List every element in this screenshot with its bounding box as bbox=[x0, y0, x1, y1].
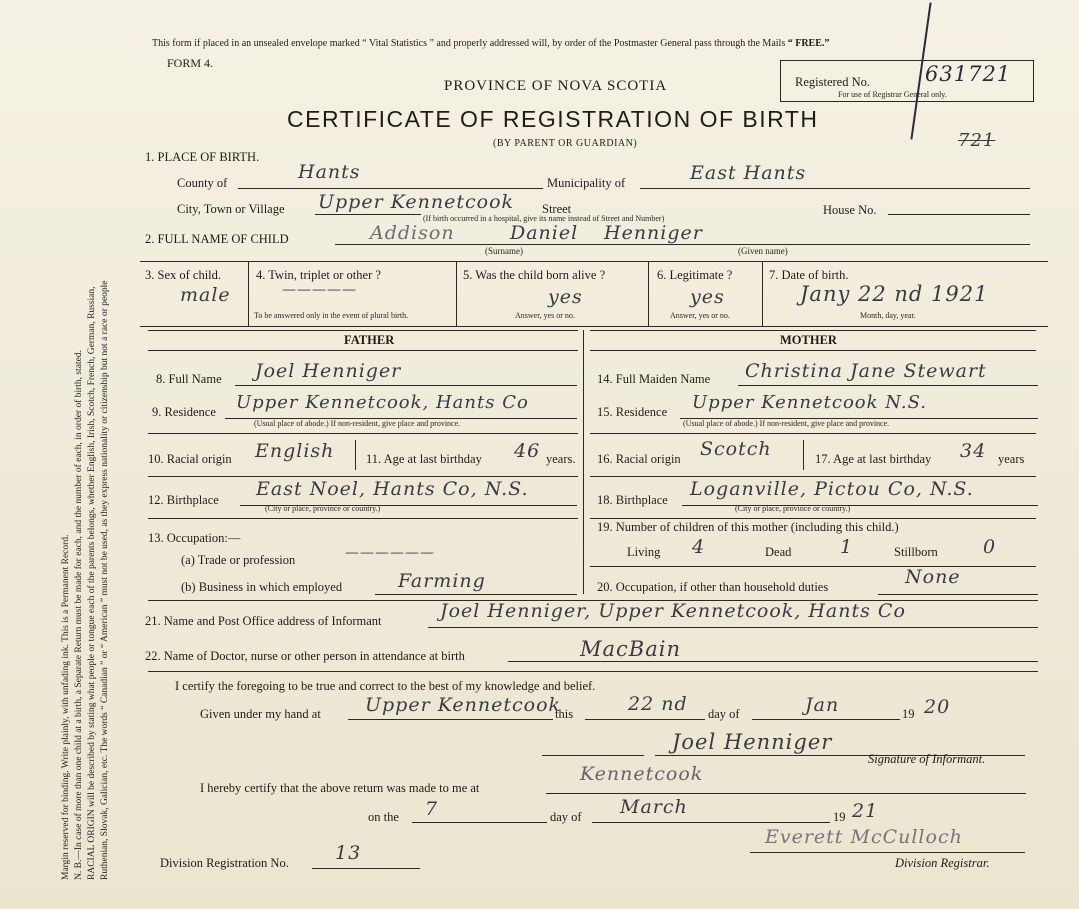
corner-number: 721 bbox=[958, 130, 996, 151]
given-place-line bbox=[348, 719, 553, 720]
mail-notice bbox=[152, 38, 829, 49]
father-name-value: Joel Henniger bbox=[255, 360, 402, 382]
box-divider-4 bbox=[762, 261, 763, 326]
given-month-line bbox=[752, 719, 900, 720]
given-place-value: Upper Kennetcook bbox=[365, 694, 562, 716]
mother-age-value: 34 bbox=[960, 440, 987, 462]
month-2-line bbox=[592, 822, 830, 823]
given-year-value: 20 bbox=[924, 696, 951, 718]
municipality-value: East Hants bbox=[690, 162, 807, 184]
free-label: “ FREE.” bbox=[787, 38, 830, 49]
doctor-bottom-line bbox=[148, 671, 1038, 672]
mother-frame-top bbox=[590, 330, 1036, 331]
mail-notice-text: This form if placed in an unsealed envelope marked “ Vital Statistics ” and properly addressed will, by order of the Postmaster General pass through the Mails bbox=[152, 38, 786, 49]
county-value: Hants bbox=[298, 161, 361, 183]
twin-note: To be answered only in the event of plural birth. bbox=[254, 311, 409, 320]
mother-occupation-value: None bbox=[905, 566, 961, 588]
mother-race-label: 16. Racial origin bbox=[597, 452, 681, 466]
trade-label: (a) Trade or profession bbox=[181, 553, 296, 567]
this-label: this bbox=[555, 707, 574, 721]
mother-birthplace-value: Loganville, Pictou Co, N.S. bbox=[690, 478, 974, 500]
mother-occupation-label: 20. Occupation, if other than household duties bbox=[597, 580, 829, 594]
registrar-use-note: For use of Registrar General only. bbox=[838, 90, 947, 99]
short-line bbox=[542, 755, 644, 756]
division-registration-label: Division Registration No. bbox=[160, 856, 289, 870]
county-label: County of bbox=[177, 176, 228, 190]
registrar-signature-line bbox=[750, 852, 1025, 853]
father-residence-value: Upper Kennetcook, Hants Co bbox=[236, 392, 529, 413]
surname-caption: (Surname) bbox=[485, 246, 523, 256]
mother-sep-4 bbox=[590, 566, 1036, 567]
parent-divider bbox=[583, 330, 584, 594]
father-age-value: 46 bbox=[514, 440, 541, 462]
municipality-label: Municipality of bbox=[547, 176, 626, 190]
father-race-label: 10. Racial origin bbox=[148, 452, 232, 466]
box-divider-1 bbox=[248, 261, 249, 326]
father-residence-note: (Usual place of abode.) If non-resident, give place and province. bbox=[254, 419, 461, 428]
legit-value: yes bbox=[690, 286, 725, 308]
father-birthplace-label: 12. Birthplace bbox=[148, 493, 219, 507]
twin-label: 4. Twin, triplet or other ? bbox=[256, 268, 381, 282]
registered-label: Registered No. bbox=[795, 75, 870, 89]
father-race-divider bbox=[355, 440, 356, 470]
mother-years-label: years bbox=[998, 452, 1025, 466]
registered-number: 631721 bbox=[925, 62, 1012, 86]
father-residence-label: 9. Residence bbox=[152, 405, 216, 419]
on-day-line bbox=[412, 822, 547, 823]
mother-race-divider bbox=[803, 440, 804, 470]
mother-residence-note: (Usual place of abode.) If non-resident, give place and province. bbox=[683, 419, 890, 428]
place-of-birth-label: 1. PLACE OF BIRTH. bbox=[145, 150, 260, 164]
alive-note: Answer, yes or no. bbox=[515, 311, 575, 320]
dob-label: 7. Date of birth. bbox=[769, 268, 849, 282]
house-no-label: House No. bbox=[823, 203, 877, 217]
children-count-label: 19. Number of children of this mother (including this child.) bbox=[597, 520, 899, 534]
on-the-label: on the bbox=[368, 810, 399, 824]
sex-value: male bbox=[180, 284, 231, 306]
father-birthplace-value: East Noel, Hants Co, N.S. bbox=[256, 478, 529, 500]
given-under-label: Given under my hand at bbox=[200, 707, 321, 721]
sex-label: 3. Sex of child. bbox=[145, 268, 222, 282]
margin-line-2: N. B.—In case of more than one child at a birth, a Separate Return must be made for each, and the number of each, in order of birth, stated. bbox=[74, 350, 84, 880]
doctor-line bbox=[508, 661, 1038, 662]
legit-label: 6. Legitimate ? bbox=[657, 268, 733, 282]
province-heading: PROVINCE OF NOVA SCOTIA bbox=[444, 78, 668, 94]
city-label: City, Town or Village bbox=[177, 202, 285, 216]
informant-line bbox=[428, 627, 1038, 628]
margin-line-1: Margin reserved for binding. Write plainly, with unfading ink. This is a Permanent Record. bbox=[61, 534, 71, 880]
occupation-label: 13. Occupation:— bbox=[148, 531, 241, 545]
informant-signature: Joel Henniger bbox=[672, 730, 833, 754]
mother-race-value: Scotch bbox=[700, 438, 772, 460]
mother-heading: MOTHER bbox=[780, 333, 837, 347]
child-first-name: Addison bbox=[370, 222, 455, 244]
mother-residence-value: Upper Kennetcook N.S. bbox=[692, 392, 927, 413]
mother-sep-2 bbox=[590, 476, 1036, 477]
made-at-value: Kennetcook bbox=[580, 763, 704, 785]
mother-name-label: 14. Full Maiden Name bbox=[597, 372, 711, 386]
dead-label: Dead bbox=[765, 545, 792, 559]
mother-name-value: Christina Jane Stewart bbox=[745, 360, 987, 382]
father-years-label: years. bbox=[546, 452, 576, 466]
trade-value: —————— bbox=[345, 545, 435, 561]
division-registration-value: 13 bbox=[335, 842, 362, 864]
informant-value: Joel Henniger, Upper Kennetcook, Hants Co bbox=[440, 600, 906, 622]
mother-sep-1 bbox=[590, 433, 1036, 434]
mother-birthplace-note: (City or place, province or country.) bbox=[735, 504, 851, 513]
father-sep-2 bbox=[148, 476, 578, 477]
father-heading: FATHER bbox=[344, 333, 395, 347]
certificate-title: CERTIFICATE OF REGISTRATION OF BIRTH bbox=[287, 106, 819, 132]
child-name-line bbox=[335, 244, 1030, 245]
day-of-label: day of bbox=[708, 707, 740, 721]
year-2-prefix: 19 bbox=[833, 810, 846, 824]
mother-birthplace-label: 18. Birthplace bbox=[597, 493, 668, 507]
father-race-value: English bbox=[255, 440, 335, 462]
house-line bbox=[888, 214, 1030, 215]
father-age-label: 11. Age at last birthday bbox=[366, 452, 482, 466]
given-year-prefix: 19 bbox=[902, 707, 915, 721]
father-name-label: 8. Full Name bbox=[156, 372, 222, 386]
father-sep-3 bbox=[148, 518, 578, 519]
father-name-line bbox=[235, 385, 577, 386]
division-registration-line bbox=[312, 868, 420, 869]
informant-label: 21. Name and Post Office address of Informant bbox=[145, 614, 382, 628]
father-frame-top bbox=[148, 330, 578, 331]
twin-value: ————— bbox=[282, 282, 357, 298]
mother-name-line bbox=[738, 385, 1038, 386]
father-birthplace-note: (City or place, province or country.) bbox=[265, 504, 381, 513]
margin-instructions bbox=[60, 0, 112, 880]
street-label: Street bbox=[542, 202, 572, 216]
child-middle-name: Daniel bbox=[510, 222, 579, 244]
made-at-line bbox=[546, 793, 1026, 794]
doctor-label: 22. Name of Doctor, nurse or other person in attendance at birth bbox=[145, 649, 465, 663]
father-sep-1 bbox=[148, 433, 578, 434]
street-note: (If birth occurred in a hospital, give its name instead of Street and Number) bbox=[423, 214, 665, 223]
legit-note: Answer, yes or no. bbox=[670, 311, 730, 320]
mother-sep-3 bbox=[590, 518, 1036, 519]
alive-value: yes bbox=[548, 286, 583, 308]
mother-heading-line bbox=[590, 350, 1036, 351]
given-month-value: Jan bbox=[805, 694, 840, 716]
year-2-value: 21 bbox=[852, 800, 879, 822]
margin-line-4: Ruthenian, Slovak, Galician, etc. The words “ Canadian ” or “ American ” must not be used, as they express nationality or citizenship but not a race or people bbox=[100, 280, 110, 880]
child-surname: Henniger bbox=[604, 222, 703, 244]
stillborn-value: 0 bbox=[983, 536, 997, 558]
certificate-subtitle: (BY PARENT OR GUARDIAN) bbox=[493, 138, 638, 149]
stillborn-label: Stillborn bbox=[894, 545, 938, 559]
mother-age-label: 17. Age at last birthday bbox=[815, 452, 932, 466]
certify-statement: I certify the foregoing to be true and correct to the best of my knowledge and belief. bbox=[175, 679, 596, 693]
child-name-label: 2. FULL NAME OF CHILD bbox=[145, 232, 289, 246]
living-label: Living bbox=[627, 545, 661, 559]
on-day-value: 7 bbox=[425, 798, 439, 820]
dob-note: Month, day, year. bbox=[860, 311, 916, 320]
municipality-line bbox=[640, 188, 1030, 189]
doctor-value: MacBain bbox=[580, 637, 681, 661]
margin-line-3: RACIAL ORIGIN will be described by stating what people or tongue each of the parents belongs, whether English, Irish, Scotch, French, German, Russian, bbox=[87, 286, 97, 880]
form-number: FORM 4. bbox=[167, 56, 214, 70]
city-value: Upper Kennetcook bbox=[318, 191, 515, 213]
day-of-label-2: day of bbox=[550, 810, 582, 824]
business-label: (b) Business in which employed bbox=[181, 580, 343, 594]
box-divider-3 bbox=[648, 261, 649, 326]
dead-value: 1 bbox=[840, 536, 854, 558]
division-registrar-label: Division Registrar. bbox=[895, 856, 990, 870]
signature-of-informant-label: Signature of Informant. bbox=[868, 752, 986, 766]
given-name-caption: (Given name) bbox=[738, 246, 788, 256]
hereby-certify-label: I hereby certify that the above return was made to me at bbox=[200, 781, 480, 795]
given-day-line bbox=[585, 719, 705, 720]
box-divider-2 bbox=[456, 261, 457, 326]
mother-occupation-line bbox=[878, 594, 1038, 595]
month-2-value: March bbox=[620, 796, 688, 818]
county-line bbox=[238, 188, 543, 189]
given-day-value: 22 nd bbox=[628, 693, 688, 715]
city-line bbox=[315, 214, 421, 215]
registrar-signature: Everett McCulloch bbox=[765, 826, 963, 848]
mother-residence-label: 15. Residence bbox=[597, 405, 668, 419]
business-line bbox=[375, 594, 577, 595]
father-heading-line bbox=[148, 350, 578, 351]
living-value: 4 bbox=[692, 536, 706, 558]
dob-value: Jany 22 nd 1921 bbox=[800, 282, 989, 306]
box-row-top bbox=[140, 261, 1048, 262]
business-value: Farming bbox=[398, 570, 486, 592]
alive-label: 5. Was the child born alive ? bbox=[463, 268, 606, 282]
box-row-bottom bbox=[140, 326, 1048, 327]
